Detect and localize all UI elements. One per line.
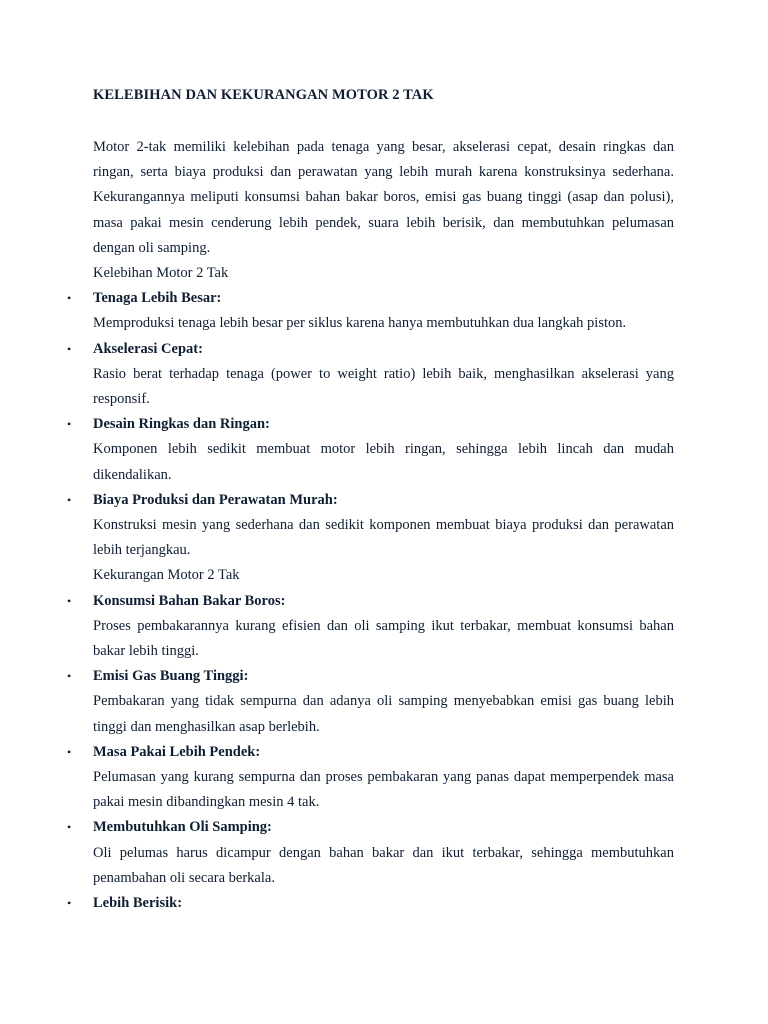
disadvantage-item (67, 891, 674, 916)
advantage-item-desc: Memproduksi tenaga lebih besar per siklus karena hanya membutuhkan dua langkah piston. (93, 315, 627, 332)
bullet-icon: • (67, 820, 72, 835)
disadvantages-heading: Kekurangan Motor 2 Tak (93, 567, 240, 584)
disadvantage-item (67, 815, 674, 891)
advantage-item-desc: Konstruksi mesin yang sederhana dan sedikit komponen membuat biaya produksi dan perawatan lebih terjangkau. (93, 517, 674, 559)
bullet-icon: • (67, 669, 72, 684)
disadvantage-item-desc: Oli pelumas harus dicampur dengan bahan bakar dan ikut terbakar, sehingga membutuhkan penambahan oli secara berkala. (93, 844, 674, 886)
advantage-item-title: Tenaga Lebih Besar: (93, 290, 222, 307)
bullet-icon: • (67, 896, 72, 911)
disadvantage-item-desc: Proses pembakarannya kurang efisien dan oli samping ikut terbakar, membuat konsumsi bahan bakar lebih tinggi. (93, 617, 674, 660)
disadvantage-item (67, 589, 674, 665)
disadvantage-item (67, 664, 674, 740)
bullet-icon: • (67, 341, 72, 356)
advantage-item-desc: Komponen lebih sedikit membuat motor lebih ringan, sehingga lebih lincah dan mudah dikendalikan. (93, 441, 674, 483)
disadvantage-item-title: Masa Pakai Lebih Pendek: (93, 743, 261, 760)
intro-paragraph: Motor 2-tak memiliki kelebihan pada tenaga yang besar, akselerasi cepat, desain ringkas dan ringan, serta biaya produksi dan perawatan yang lebih murah karena konstruksinya sederhana. Kekurangannya meliputi konsumsi bahan bakar boros, emisi gas buang tinggi (asap dan polusi), masa pakai mesin cenderung lebih pendek, suara lebih berisik, dan membutuhkan pelumasan dengan oli samping. (93, 139, 674, 256)
disadvantage-item (67, 740, 674, 816)
disadvantage-item-title: Membutuhkan Oli Samping: (93, 819, 272, 836)
bullet-icon: • (67, 492, 72, 507)
bullet-icon: • (67, 744, 72, 759)
advantage-item (67, 488, 674, 564)
bullet-icon: • (67, 417, 72, 432)
disadvantage-item-title: Konsumsi Bahan Bakar Boros: (93, 592, 286, 609)
advantage-item-title: Akselerasi Cepat: (93, 340, 203, 357)
bullet-icon: • (67, 593, 72, 608)
advantage-item (67, 412, 674, 488)
advantage-item-desc: Rasio berat terhadap tenaga (power to weight ratio) lebih baik, menghasilkan akselerasi yang responsif. (93, 365, 674, 408)
disadvantage-item-desc: Pembakaran yang tidak sempurna dan adanya oli samping menyebabkan emisi gas buang lebih tinggi dan menghasilkan asap berlebih. (93, 693, 674, 735)
advantage-item (67, 286, 674, 336)
disadvantage-item-title: Lebih Berisik: (93, 895, 183, 912)
disadvantage-item-title: Emisi Gas Buang Tinggi: (93, 668, 249, 685)
document-body (67, 135, 674, 916)
advantage-item-title: Biaya Produksi dan Perawatan Murah: (93, 491, 338, 508)
disadvantage-item-desc: Pelumasan yang kurang sempurna dan proses pembakaran yang panas dapat memperpendek masa pakai mesin dibandingkan mesin 4 tak. (93, 769, 674, 811)
page-title: KELEBIHAN DAN KEKURANGAN MOTOR 2 TAK (93, 87, 434, 103)
advantage-item (67, 337, 674, 413)
advantages-heading: Kelebihan Motor 2 Tak (93, 265, 229, 282)
bullet-icon: • (67, 291, 72, 306)
advantage-item-title: Desain Ringkas dan Ringan: (93, 416, 270, 433)
